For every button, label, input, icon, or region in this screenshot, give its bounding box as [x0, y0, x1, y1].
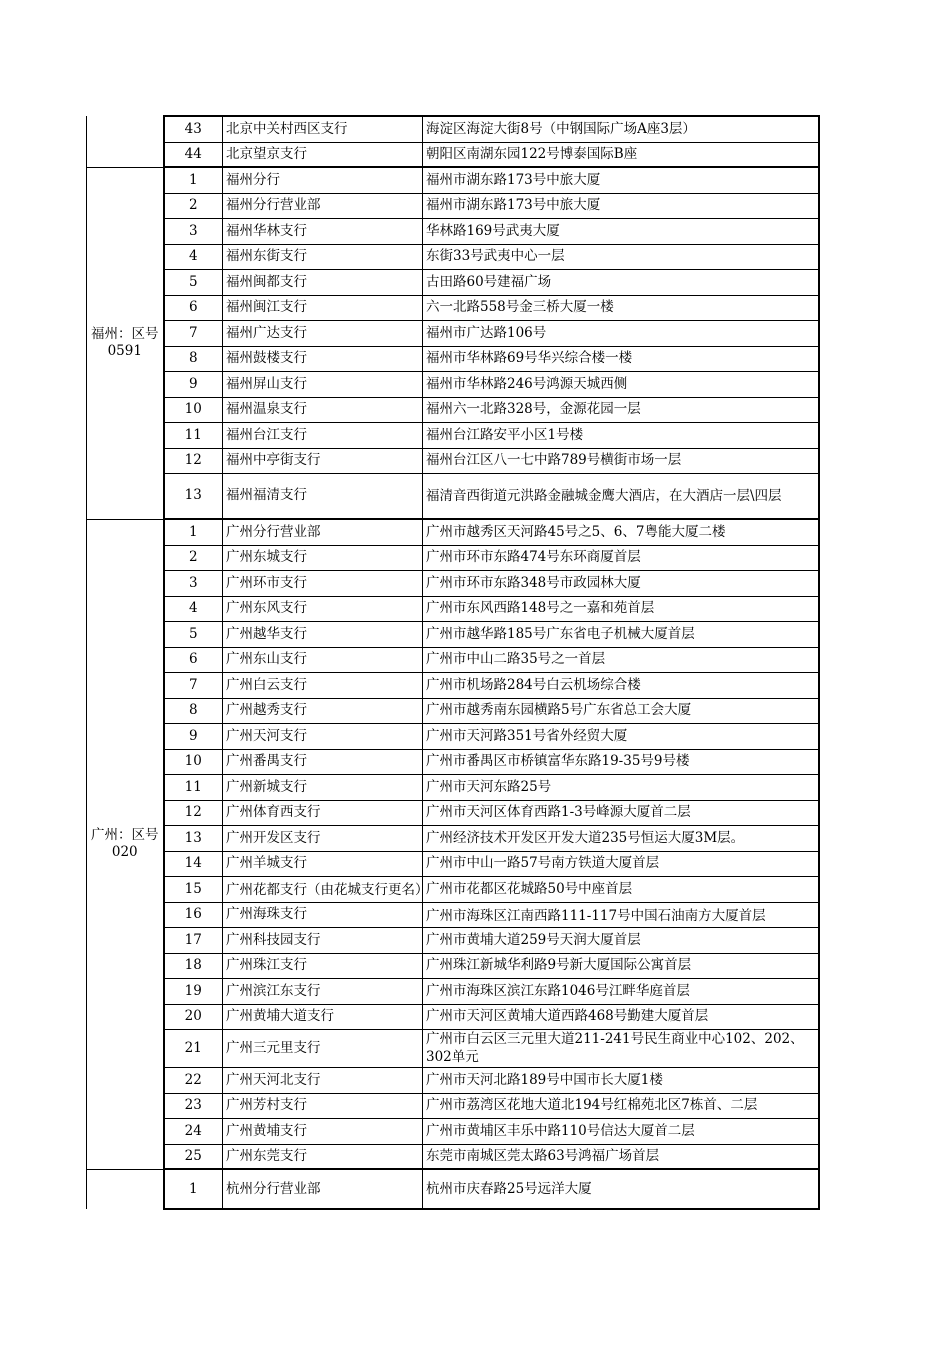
branch-name: 福州广达支行 [223, 320, 423, 346]
branch-address: 广州市天河东路25号 [423, 774, 819, 800]
branch-name: 广州东风支行 [223, 596, 423, 621]
row-number: 9 [164, 723, 223, 749]
table-row [87, 473, 819, 519]
row-number: 12 [164, 448, 223, 473]
branch-address: 福州市华林路246号鸿源天城西侧 [423, 371, 819, 397]
table-row [87, 545, 819, 570]
row-number: 1 [164, 519, 223, 545]
table-row [87, 596, 819, 621]
row-number: 17 [164, 927, 223, 953]
table-row [87, 244, 819, 269]
region-cell-fuzhou: 福州：区号0591 [87, 167, 164, 519]
table-row [87, 346, 819, 371]
branch-address: 华林路169号武夷大厦 [423, 218, 819, 244]
table-row [87, 422, 819, 448]
branch-name: 福州福清支行 [223, 473, 423, 519]
branch-name: 广州芳村支行 [223, 1093, 423, 1118]
branch-address: 福州市华林路69号华兴综合楼一楼 [423, 346, 819, 371]
row-number: 13 [164, 473, 223, 519]
table-row [87, 723, 819, 749]
branch-name: 广州开发区支行 [223, 825, 423, 851]
row-number: 1 [164, 167, 223, 193]
branch-address: 广州市东风西路148号之一嘉和苑首层 [423, 596, 819, 621]
branch-address: 广州市天河北路189号中国市长大厦1楼 [423, 1067, 819, 1093]
branch-name: 福州屏山支行 [223, 371, 423, 397]
table-row [87, 218, 819, 244]
branch-name: 广州新城支行 [223, 774, 423, 800]
table-row [87, 269, 819, 295]
branch-name: 福州温泉支行 [223, 397, 423, 422]
row-number: 5 [164, 621, 223, 647]
row-number: 10 [164, 397, 223, 422]
branch-name: 杭州分行营业部 [223, 1169, 423, 1209]
branch-address: 广州市环市东路348号市政园林大厦 [423, 570, 819, 596]
table-row [87, 851, 819, 876]
branch-name: 广州番禺支行 [223, 749, 423, 774]
branch-address: 广州市白云区三元里大道211-241号民生商业中心102、202、302单元 [423, 1029, 819, 1067]
table-row [87, 902, 819, 927]
branch-name: 福州分行营业部 [223, 193, 423, 218]
table-row [87, 978, 819, 1004]
row-number: 6 [164, 295, 223, 320]
branch-address: 古田路60号建福广场 [423, 269, 819, 295]
table-row [87, 1004, 819, 1029]
branch-address: 福清音西街道元洪路金融城金鹰大酒店，在大酒店一层\四层 [423, 473, 819, 519]
branch-address: 广州市天河区体育西路1-3号峰源大厦首二层 [423, 800, 819, 825]
row-number: 11 [164, 774, 223, 800]
region-cell-beijing [87, 116, 164, 167]
branch-name: 福州中亭街支行 [223, 448, 423, 473]
branch-name: 福州台江支行 [223, 422, 423, 448]
row-number: 6 [164, 647, 223, 672]
row-number: 21 [164, 1029, 223, 1067]
table-row [87, 800, 819, 825]
table-row [87, 448, 819, 473]
branch-address: 广州市越秀南东园横路5号广东省总工会大厦 [423, 698, 819, 723]
table-row [87, 672, 819, 698]
region-cell-hangzhou [87, 1169, 164, 1209]
row-number: 5 [164, 269, 223, 295]
row-number: 13 [164, 825, 223, 851]
branch-name: 福州分行 [223, 167, 423, 193]
branch-address: 广州市越华路185号广东省电子机械大厦首层 [423, 621, 819, 647]
branch-name: 广州科技园支行 [223, 927, 423, 953]
row-number: 8 [164, 698, 223, 723]
table-row [87, 1169, 819, 1209]
branch-address: 广州市环市东路474号东环商厦首层 [423, 545, 819, 570]
row-number: 44 [164, 142, 223, 167]
row-number: 23 [164, 1093, 223, 1118]
row-number: 1 [164, 1169, 223, 1209]
branch-name: 广州越秀支行 [223, 698, 423, 723]
branch-name: 广州滨江东支行 [223, 978, 423, 1004]
row-number: 3 [164, 570, 223, 596]
branch-name: 广州环市支行 [223, 570, 423, 596]
row-number: 24 [164, 1118, 223, 1144]
row-number: 22 [164, 1067, 223, 1093]
table-row [87, 953, 819, 978]
table-row [87, 621, 819, 647]
table-row [87, 1144, 819, 1169]
table-row [87, 570, 819, 596]
branch-address: 广州市荔湾区花地大道北194号红棉苑北区7栋首、二层 [423, 1093, 819, 1118]
branch-address-sheet [86, 115, 818, 1210]
row-number: 43 [164, 116, 223, 142]
row-number: 4 [164, 244, 223, 269]
table-row [87, 167, 819, 193]
row-number: 16 [164, 902, 223, 927]
table-row [87, 193, 819, 218]
branch-address: 海淀区海淀大街8号（中钢国际广场A座3层） [423, 116, 819, 142]
table-row [87, 1118, 819, 1144]
row-number: 2 [164, 545, 223, 570]
branch-name: 广州珠江支行 [223, 953, 423, 978]
branch-address: 福州市湖东路173号中旅大厦 [423, 193, 819, 218]
branch-address: 广州市天河区黄埔大道西路468号勤建大厦首层 [423, 1004, 819, 1029]
row-number: 11 [164, 422, 223, 448]
branch-name: 广州天河支行 [223, 723, 423, 749]
table-row [87, 320, 819, 346]
table-row [87, 774, 819, 800]
row-number: 19 [164, 978, 223, 1004]
branch-name: 福州闽江支行 [223, 295, 423, 320]
branch-name: 广州东山支行 [223, 647, 423, 672]
branch-address: 广州市黄埔区丰乐中路110号信达大厦首二层 [423, 1118, 819, 1144]
branch-address: 广州市黄埔大道259号天润大厦首层 [423, 927, 819, 953]
table-row [87, 397, 819, 422]
row-number: 9 [164, 371, 223, 397]
branch-name: 福州鼓楼支行 [223, 346, 423, 371]
row-number: 7 [164, 320, 223, 346]
table-row [87, 116, 819, 142]
branch-address: 福州市广达路106号 [423, 320, 819, 346]
row-number: 2 [164, 193, 223, 218]
branch-name: 广州东莞支行 [223, 1144, 423, 1169]
branch-address [423, 902, 819, 927]
branch-name: 广州海珠支行 [223, 902, 423, 927]
branch-address: 福州市湖东路173号中旅大厦 [423, 167, 819, 193]
region-cell-guangzhou: 广州：区号020 [87, 519, 164, 1169]
table-row [87, 295, 819, 320]
row-number: 18 [164, 953, 223, 978]
branch-name: 广州东城支行 [223, 545, 423, 570]
branch-table [86, 115, 820, 1210]
branch-name: 广州羊城支行 [223, 851, 423, 876]
table-row [87, 749, 819, 774]
branch-name: 广州分行营业部 [223, 519, 423, 545]
branch-address: 广州市海珠区滨江东路1046号江畔华庭首层 [423, 978, 819, 1004]
row-number: 4 [164, 596, 223, 621]
row-number: 3 [164, 218, 223, 244]
branch-name: 广州黄埔支行 [223, 1118, 423, 1144]
branch-address: 福州六一北路328号，金源花园一层 [423, 397, 819, 422]
branch-name [223, 876, 429, 902]
branch-address: 广州市天河路351号省外经贸大厦 [423, 723, 819, 749]
branch-name: 北京望京支行 [223, 142, 423, 167]
row-number: 10 [164, 749, 223, 774]
table-row [87, 825, 819, 851]
branch-address: 广州市花都区花城路50号中座首层 [423, 876, 819, 902]
branch-name: 广州三元里支行 [223, 1029, 423, 1067]
table-row [87, 698, 819, 723]
table-row [87, 647, 819, 672]
branch-address: 广州市中山二路35号之一首层 [423, 647, 819, 672]
table-row [87, 142, 819, 167]
branch-address: 广州珠江新城华利路9号新大厦国际公寓首层 [423, 953, 819, 978]
branch-name: 广州黄埔大道支行 [223, 1004, 423, 1029]
table-row [87, 876, 819, 902]
table-row [87, 371, 819, 397]
branch-address: 广州市越秀区天河路45号之5、6、7粤能大厦二楼 [423, 519, 819, 545]
row-number: 15 [164, 876, 223, 902]
branch-address-text: 广州市海珠区江南西路111-117号中国石油南方大厦首层 [426, 907, 766, 924]
branch-name: 广州白云支行 [223, 672, 423, 698]
branch-name-text: 广州花都支行（由花城支行更名） [226, 881, 429, 898]
row-number: 14 [164, 851, 223, 876]
branch-name: 广州越华支行 [223, 621, 423, 647]
branch-address: 广州经济技术开发区开发大道235号恒运大厦3M层。 [423, 825, 819, 851]
branch-name: 广州天河北支行 [223, 1067, 423, 1093]
branch-address: 六一北路558号金三桥大厦一楼 [423, 295, 819, 320]
branch-address: 杭州市庆春路25号远洋大厦 [423, 1169, 819, 1209]
table-row [87, 1029, 819, 1067]
table-row [87, 519, 819, 545]
table-row [87, 1067, 819, 1093]
branch-name: 北京中关村西区支行 [223, 116, 423, 142]
branch-address: 朝阳区南湖东园122号博泰国际B座 [423, 142, 819, 167]
branch-name: 福州华林支行 [223, 218, 423, 244]
branch-address: 福州台江区八一七中路789号横街市场一层 [423, 448, 819, 473]
row-number: 8 [164, 346, 223, 371]
branch-address: 福州台江路安平小区1号楼 [423, 422, 819, 448]
branch-address: 广州市中山一路57号南方铁道大厦首层 [423, 851, 819, 876]
table-row [87, 927, 819, 953]
branch-name: 广州体育西支行 [223, 800, 423, 825]
branch-address: 东街33号武夷中心一层 [423, 244, 819, 269]
branch-address: 东莞市南城区莞太路63号鸿福广场首层 [423, 1144, 819, 1169]
row-number: 25 [164, 1144, 223, 1169]
row-number: 20 [164, 1004, 223, 1029]
branch-address: 广州市机场路284号白云机场综合楼 [423, 672, 819, 698]
row-number: 12 [164, 800, 223, 825]
branch-name: 福州闽都支行 [223, 269, 423, 295]
row-number: 7 [164, 672, 223, 698]
branch-name: 福州东街支行 [223, 244, 423, 269]
table-row [87, 1093, 819, 1118]
branch-address: 广州市番禺区市桥镇富华东路19-35号9号楼 [423, 749, 819, 774]
